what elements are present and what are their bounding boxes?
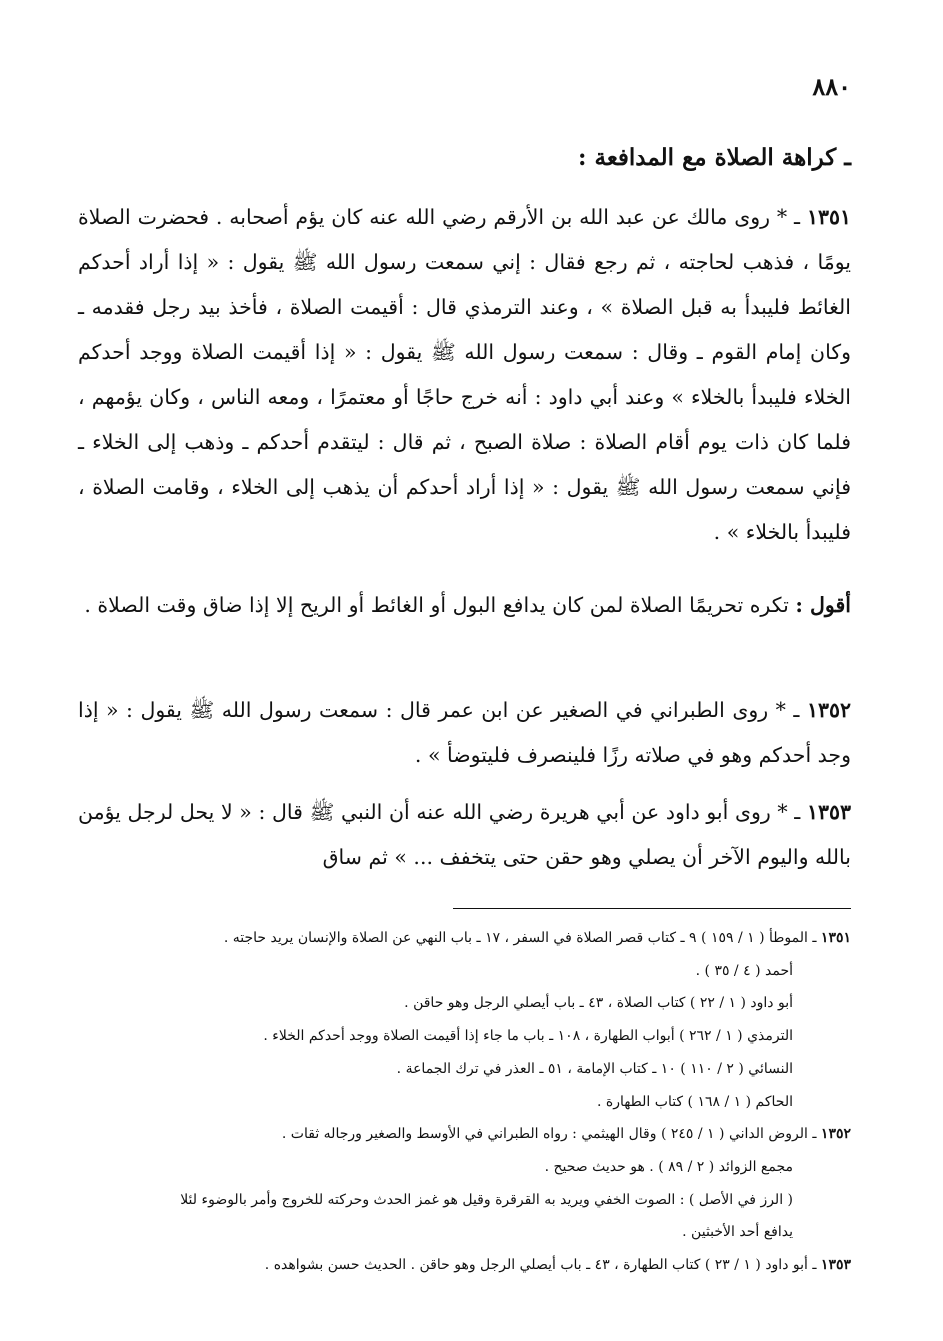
hadith-1352 — [78, 688, 851, 778]
footnote-line — [80, 1053, 851, 1086]
footnote-number: ١٣٥١ — [820, 930, 851, 946]
footnote-text: الحاكم ( ١ / ١٦٨ ) كتاب الطهارة . — [596, 1093, 793, 1110]
commentary — [78, 583, 851, 628]
footnote-line — [80, 1184, 851, 1217]
hadith-number: ١٣٥١ — [806, 205, 851, 229]
hadith-1351 — [78, 195, 851, 555]
commentary-text: تكره تحريمًا الصلاة لمن كان يدافع البول أو الغائط أو الريح إلا إذا ضاق وقت الصلاة . — [84, 593, 789, 617]
footnote-text: ـ الموطأ ( ١ / ١٥٩ ) ٩ ـ كتاب قصر الصلاة في السفر ، ١٧ ـ باب النهي عن الصلاة والإنسان يريد حاجته . — [223, 930, 817, 946]
footnote-line — [80, 1216, 851, 1249]
footnote-number: ١٣٥٣ — [820, 1257, 851, 1274]
footnote-line — [80, 1249, 851, 1282]
footnote-line — [80, 1086, 851, 1119]
footnote-text: الترمذي ( ١ / ٢٦٢ ) أبواب الطهارة ، ١٠٨ ـ باب ما جاء إذا أقيمت الصلاة ووجد أحدكم الخلاء . — [263, 1028, 793, 1045]
hadith-text: ـ * روى الطبراني في الصغير عن ابن عمر قال : سمعت رسول الله ﷺ يقول : « إذا وجد أحدكم وهو في صلاته رزًا فلينصرف فليتوضأ » . — [78, 698, 851, 767]
footnote-line — [80, 1151, 851, 1184]
footnote-line — [80, 922, 851, 955]
hadith-number: ١٣٥٢ — [806, 698, 851, 722]
footnote-text: مجمع الزوائد ( ٢ / ٨٩ ) . هو حديث صحيح . — [544, 1158, 793, 1175]
footnote-text: أحمد ( ٤ / ٣٥ ) . — [695, 962, 793, 979]
hadith-text: ـ * روى مالك عن عبد الله بن الأرقم رضي الله عنه كان يؤم أصحابه . فحضرت الصلاة يومًا ، فذهب لحاجته ، ثم رجع فقال : إني سمعت رسول الله ﷺ يقول : « إذا أراد أحدكم الغائط فليبدأ به قبل الصلاة » ، وعند الترمذي قال : أقيمت الصلاة ، فأخذ بيد رجل فقدمه ـ وكان إمام القوم ـ وقال : سمعت رسول الله ﷺ يقول : « إذا أقيمت الصلاة ووجد أحدكم الخلاء فليبدأ بالخلاء » وعند أبي داود : أنه خرج حاجًا أو معتمرًا ، ومعه الناس ، وكان يؤمهم ، فلما كان ذات يوم أقام الصلاة : صلاة الصبح ، ثم قال : ليتقدم أحدكم ـ وذهب إلى الخلاء ـ فإني سمعت رسول الله ﷺ يقول : « إذا أراد أحدكم أن يذهب إلى الخلاء ، وقامت الصلاة ، فليبدأ بالخلاء » . — [78, 205, 851, 544]
footnote-divider — [453, 908, 851, 909]
footnote-line — [80, 1118, 851, 1151]
footnote-number: ١٣٥٢ — [820, 1126, 851, 1143]
commentary-lead: أقول : — [795, 593, 851, 617]
footnote-line — [80, 1020, 851, 1053]
footnote-line — [80, 955, 851, 988]
hadith-text: ـ * روى أبو داود عن أبي هريرة رضي الله عنه أن النبي ﷺ قال : « لا يحل لرجل يؤمن بالله واليوم الآخر أن يصلي وهو حقن حتى يتخفف ... » ثم ساق — [78, 800, 851, 869]
footnotes — [80, 922, 851, 1282]
hadith-1353 — [78, 790, 851, 880]
page-number: ٨٨٠ — [812, 72, 851, 101]
footnote-text: يدافع أحد الأخبثين . — [682, 1224, 793, 1241]
section-heading: ـ كراهة الصلاة مع المدافعة : — [577, 144, 851, 171]
hadith-number: ١٣٥٣ — [806, 800, 851, 824]
footnote-line — [80, 987, 851, 1020]
footnote-text: ـ الروض الداني ( ١ / ٢٤٥ ) وقال الهيثمي : رواه الطبراني في الأوسط والصغير ورجاله ثقات . — [281, 1126, 817, 1143]
footnote-text: ـ أبو داود ( ١ / ٢٣ ) كتاب الطهارة ، ٤٣ ـ باب أيصلي الرجل وهو حاقن . الحديث حسن بشواهده . — [264, 1257, 817, 1274]
footnote-text: أبو داود ( ١ / ٢٢ ) كتاب الصلاة ، ٤٣ ـ باب أيصلي الرجل وهو حاقن . — [404, 995, 793, 1012]
footnote-text: ( الرز في الأصل ) : الصوت الخفي ويريد به القرقرة وقيل هو غمز الحدث وحركته للخروج وأمر بالوضوء لئلا — [180, 1191, 793, 1208]
footnote-text: النسائي ( ٢ / ١١٠ ) ١٠ ـ كتاب الإمامة ، ٥١ ـ العذر في ترك الجماعة . — [396, 1060, 793, 1077]
